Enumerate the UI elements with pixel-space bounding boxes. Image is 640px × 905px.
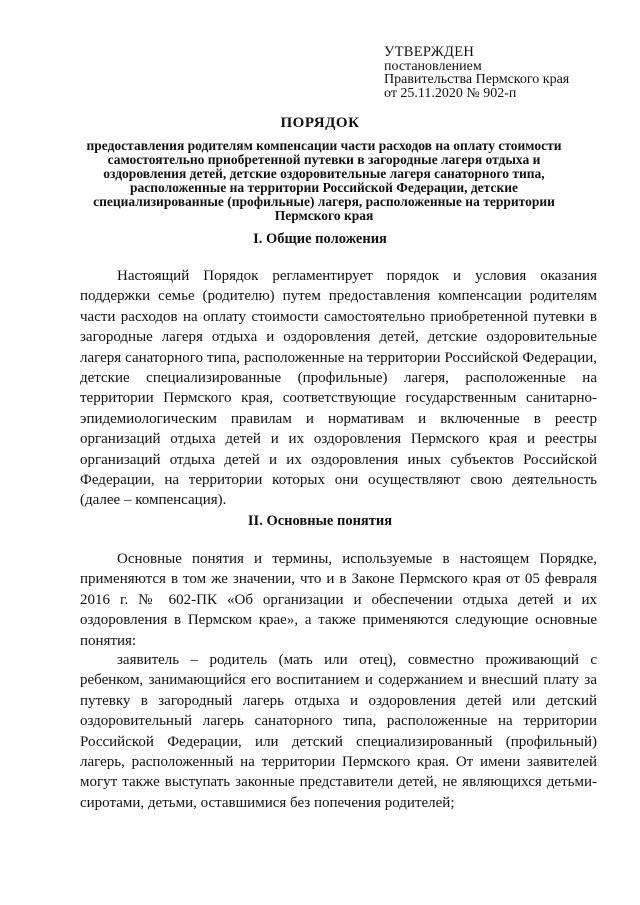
approval-line-2: Правительства Пермского края <box>384 72 570 87</box>
approval-line-3: от 25.11.2020 № 902-п <box>384 85 517 101</box>
approval-line-1: постановлением <box>384 58 482 74</box>
section-heading-general: I. Общие положения <box>253 231 387 247</box>
paragraph: Основные понятия и термины, используемые в настоящем Порядке, применяются в том же значении, что и в Законе Пермского края от 05 февраля 2016 г. № 602-ПК «Об организации и обеспечении отдыха детей и их оздоровления в Пермском крае», а также применяются следующие основные понятия: <box>80 551 597 649</box>
document-title: ПОРЯДОК <box>280 115 360 131</box>
document-subtitle: предоставления родителям компенсации части расходов на оплату стоимости самостоятельно приобретенной путевки в загородные лагеря отдыха и оздоровления детей, детские оздоровительные лагеря санаторного типа, расположенные на территории Российской Федерации, детские специализированные (профильные) лагеря, расположенные на территории Пермского края <box>86 138 562 223</box>
approval-stamp <box>384 46 569 100</box>
paragraph: Настоящий Порядок регламентирует порядок и условия оказания поддержки семье (родителю) путем предоставления компенсации родителям части расходов на оплату стоимости самостоятельно приобретенной путевки в загородные лагеря отдыха и оздоровления детей, детские оздоровительные лагеря санаторного типа, расположенные на территории Российской Федерации, детские специализированные (профильные) лагеря, расположенные на территории Пермского края, соответствующие государственным санитарно-эпидемиологическим правилам и нормативам и включенные в реестр организаций отдыха детей и их оздоровления Пермского края и реестры организаций отдыха детей и их оздоровления иных субъектов Российской Федерации, на территории которых они осуществляют свою деятельность (далее – компенсация). <box>80 268 597 509</box>
section-heading-concepts: II. Основные понятия <box>247 513 393 529</box>
paragraph: заявитель – родитель (мать или отец), совместно проживающий с ребенком, занимающийся его воспитанием и содержанием и внесший плату за путевку в загородный лагерь отдыха и оздоровления детей или детский оздоровительный лагерь санаторного типа, расположенные на территории Российской Федерации, или детский специализированный (профильный) лагерь, расположенный на территории Пермского края. От имени заявителей могут также выступать законные представители детей, не являющихся детьми-сиротами, детьми, оставшимися без попечения родителей; <box>80 652 597 811</box>
approval-title: УТВЕРЖДЕН <box>384 44 475 60</box>
